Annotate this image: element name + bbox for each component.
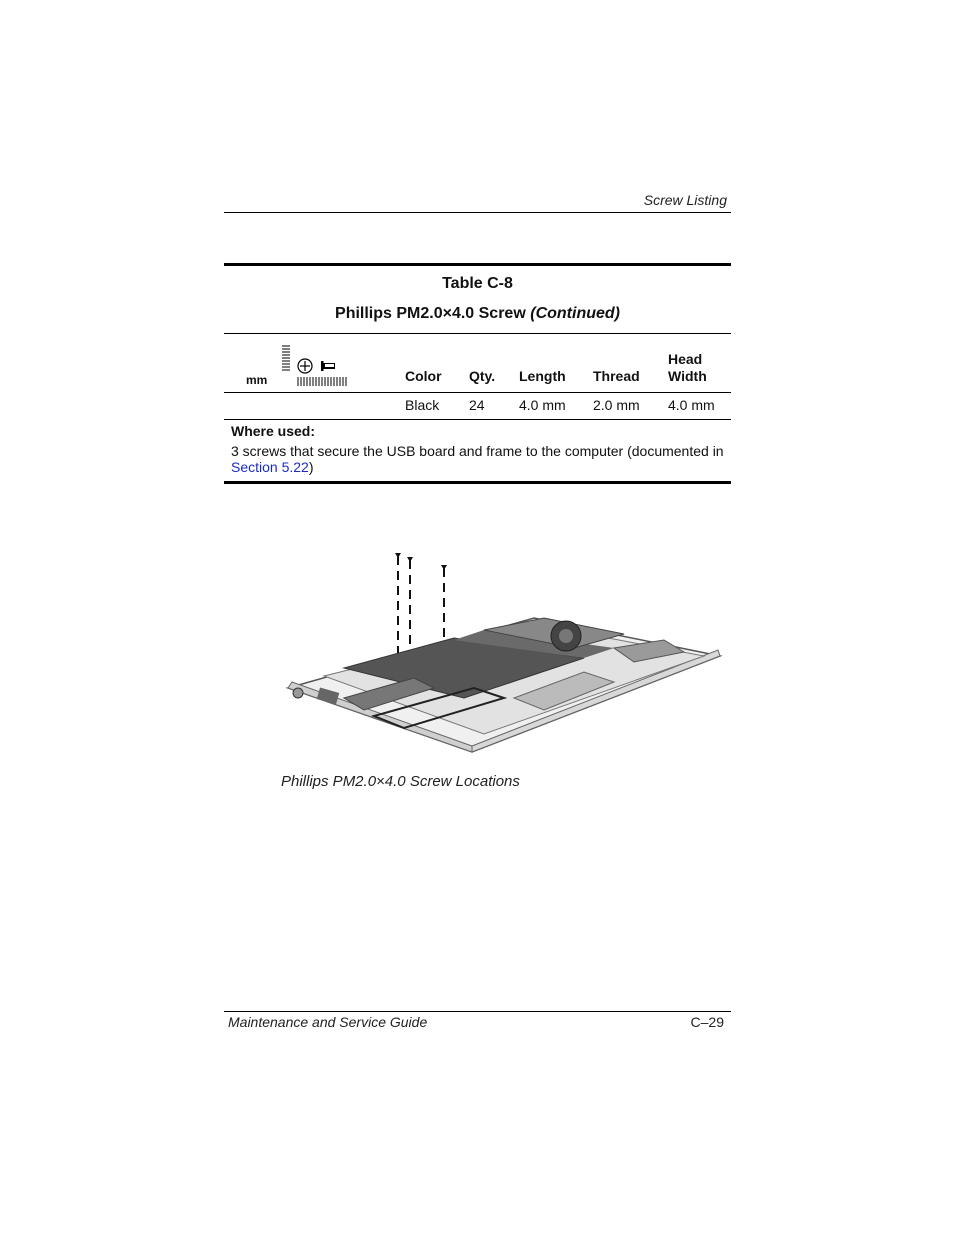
table-row <box>224 393 731 420</box>
where-used-text <box>231 443 724 475</box>
where-used-description: 3 screws that secure the USB board and frame to the computer (documented in <box>231 443 724 459</box>
cell-length: 4.0 mm <box>519 397 566 413</box>
scale-unit-label: mm <box>246 373 268 387</box>
screw-table <box>224 263 731 484</box>
footer-rule <box>224 1011 731 1012</box>
table-title-main: Phillips PM2.0×4.0 Screw <box>335 305 526 322</box>
footer-guide-title: Maintenance and Service Guide <box>228 1014 428 1030</box>
cell-thread: 2.0 mm <box>593 397 640 413</box>
table-bottom-rule <box>224 481 731 484</box>
table-title <box>224 305 731 323</box>
figure-caption: Phillips PM2.0×4.0 Screw Locations <box>281 773 520 790</box>
col-thread: Thread <box>593 368 640 384</box>
where-used-close: ) <box>308 459 314 475</box>
cell-head-width: 4.0 mm <box>668 397 715 413</box>
cell-qty: 24 <box>469 397 485 413</box>
table-top-rule <box>224 263 731 266</box>
section-link[interactable]: Section 5.22 <box>231 459 309 475</box>
col-qty: Qty. <box>469 368 496 384</box>
where-used-block <box>224 420 731 481</box>
running-header: Screw Listing <box>643 192 727 208</box>
col-length: Length <box>519 368 566 384</box>
page-number: C–29 <box>690 1014 724 1030</box>
col-color: Color <box>405 368 442 384</box>
screw-locations-illustration <box>284 548 724 758</box>
col-head: Head <box>668 351 703 367</box>
header-rule <box>224 212 731 213</box>
table-header-row <box>224 333 731 393</box>
cell-color: Black <box>405 397 440 413</box>
table-number: Table C-8 <box>442 275 513 292</box>
where-used-label: Where used: <box>231 423 316 439</box>
table-title-suffix: (Continued) <box>530 305 620 322</box>
col-width: Width <box>668 368 707 384</box>
